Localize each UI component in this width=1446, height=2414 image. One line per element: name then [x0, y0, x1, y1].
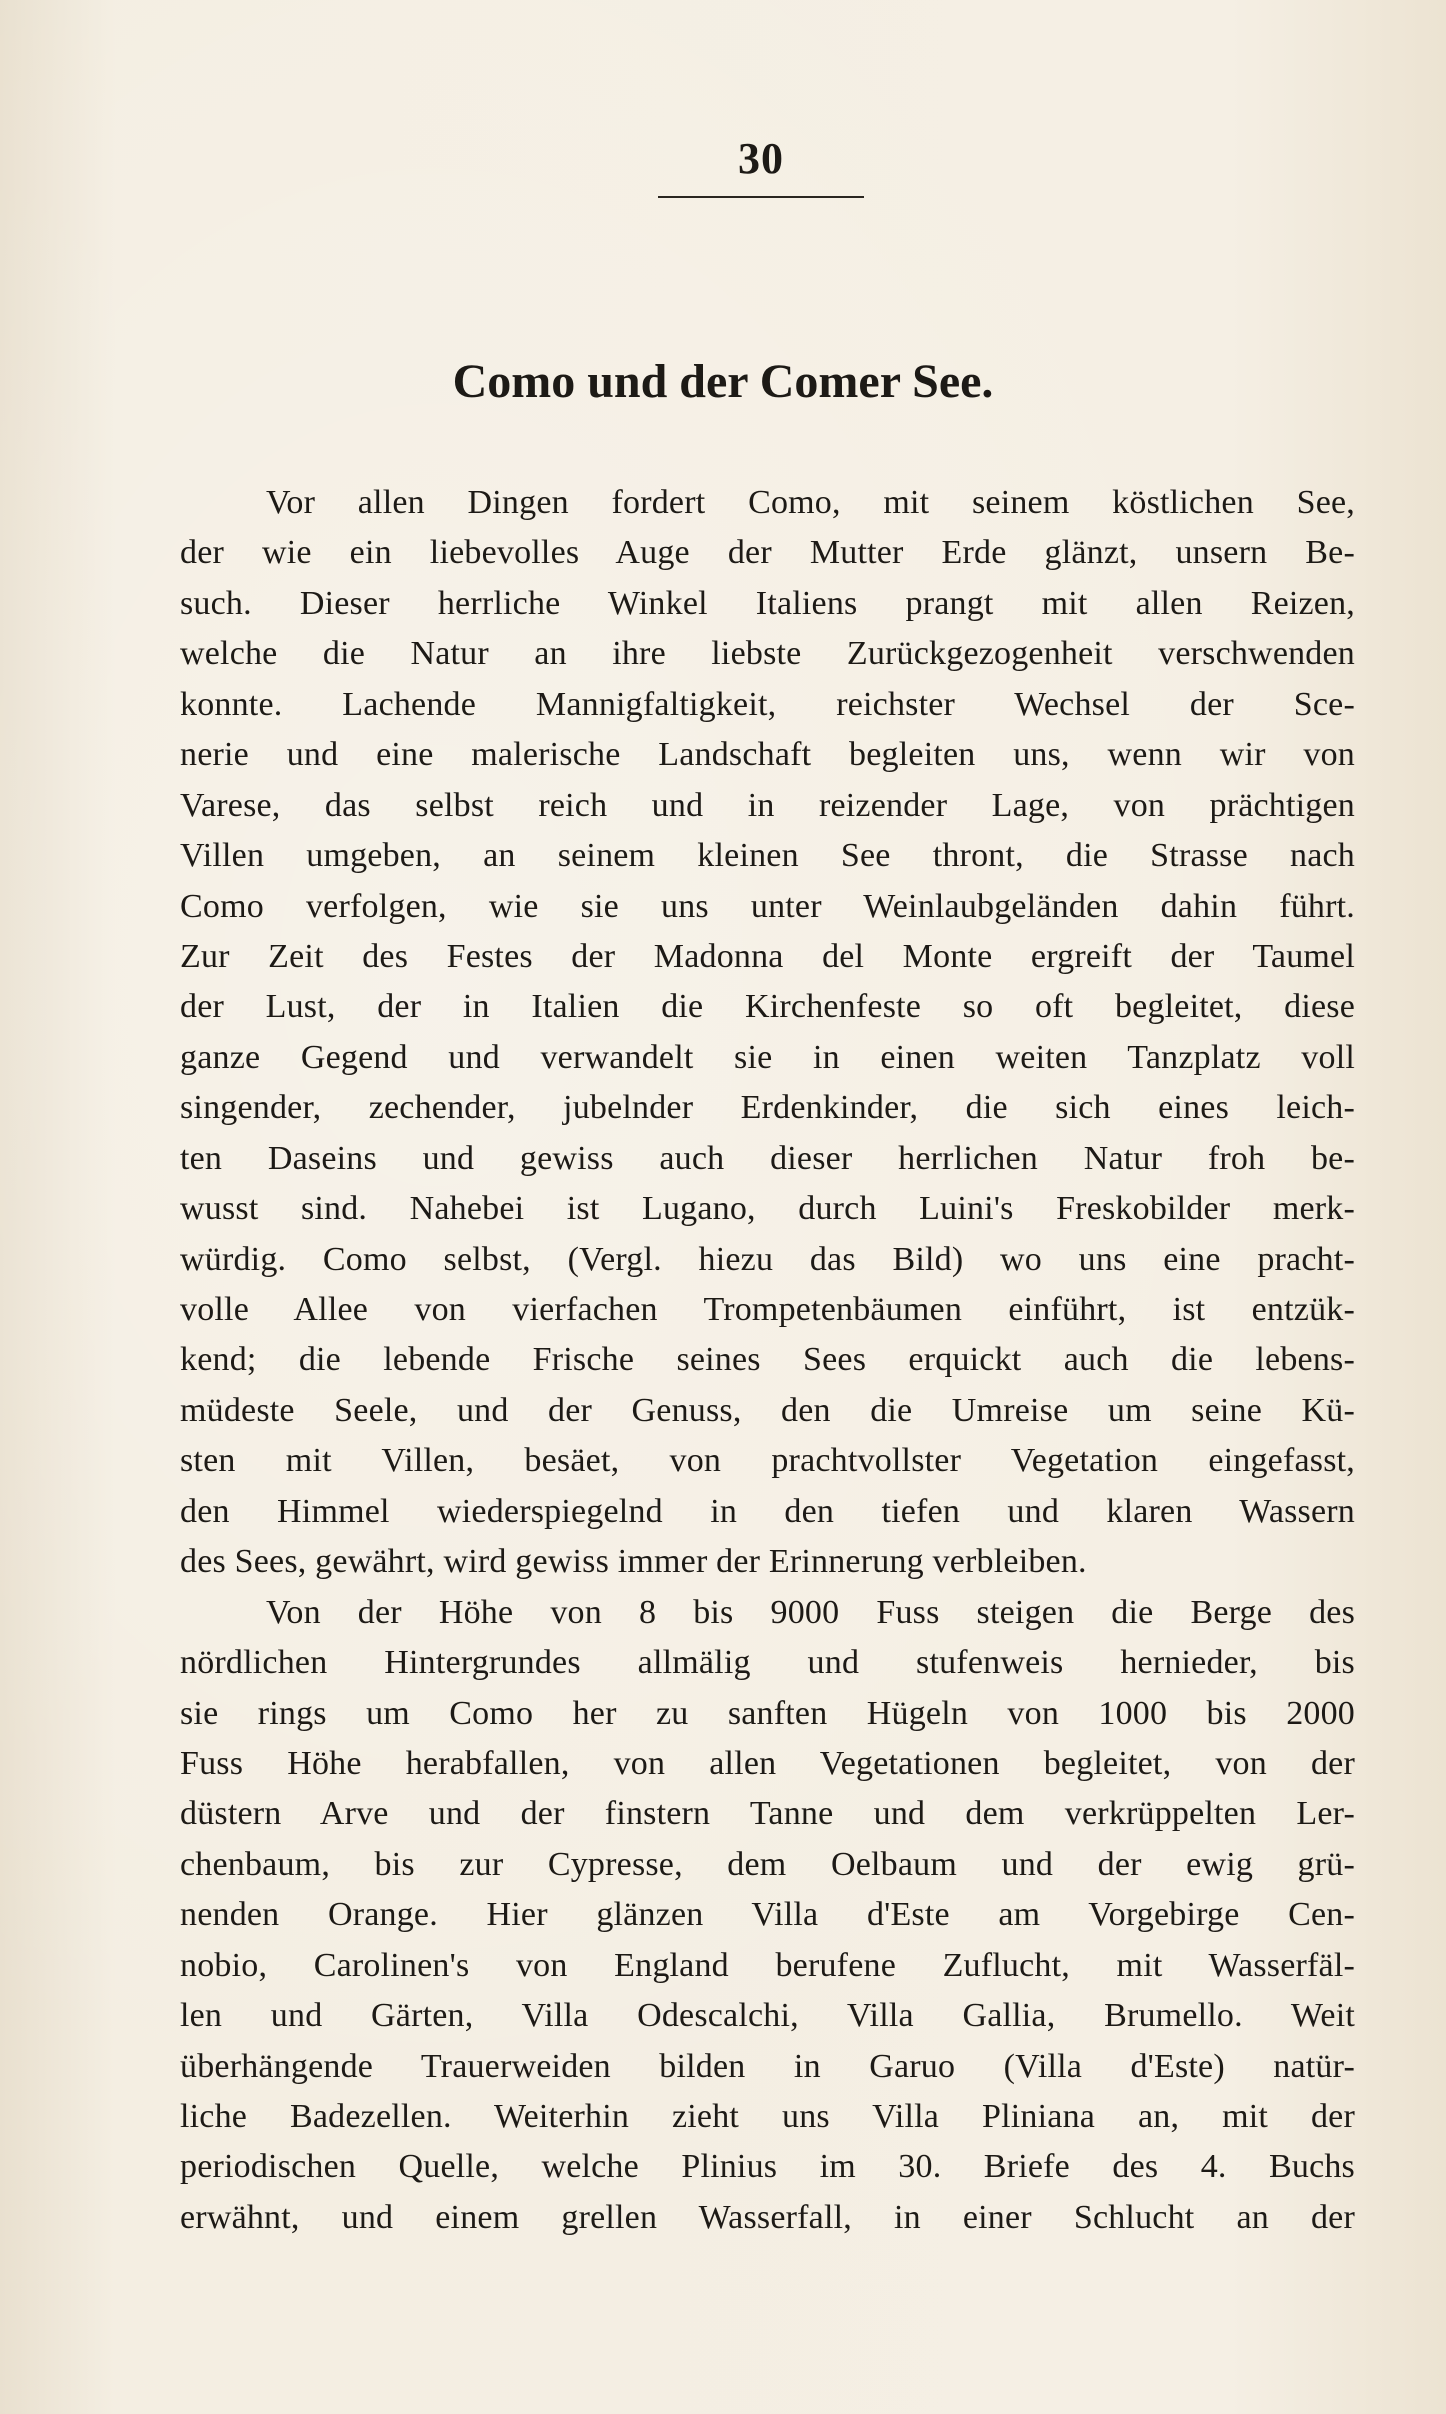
text-line: nördlichen Hintergrundes allmälig und stufenweis hernieder, bis [180, 1644, 1355, 1682]
body-text [180, 478, 1355, 2243]
text-line: sie rings um Como her zu sanften Hügeln von 1000 bis 2000 [180, 1694, 1355, 1732]
text-line: Von der Höhe von 8 bis 9000 Fuss steigen die Berge des [266, 1593, 1355, 1631]
page-header [658, 132, 864, 198]
text-line: düstern Arve und der finstern Tanne und dem verkrüppelten Ler- [180, 1795, 1355, 1833]
text-line: nerie und eine malerische Landschaft begleiten uns, wenn wir von [180, 736, 1355, 774]
text-line: wusst sind. Nahebei ist Lugano, durch Luini's Freskobilder merk- [180, 1190, 1355, 1228]
text-line: Zur Zeit des Festes der Madonna del Monte ergreift der Taumel [180, 937, 1355, 975]
text-line: Varese, das selbst reich und in reizender Lage, von prächtigen [180, 786, 1355, 824]
text-line: such. Dieser herrliche Winkel Italiens prangt mit allen Reizen, [180, 584, 1355, 622]
text-line: len und Gärten, Villa Odescalchi, Villa Gallia, Brumello. Weit [180, 1997, 1355, 2035]
text-line: Fuss Höhe herabfallen, von allen Vegetationen begleitet, von der [180, 1744, 1355, 1782]
text-line: chenbaum, bis zur Cypresse, dem Oelbaum und der ewig grü- [180, 1845, 1355, 1883]
text-line: sten mit Villen, besäet, von prachtvollster Vegetation eingefasst, [180, 1442, 1355, 1480]
text-line: nenden Orange. Hier glänzen Villa d'Este am Vorgebirge Cen- [180, 1896, 1355, 1934]
text-line: singender, zechender, jubelnder Erdenkinder, die sich eines leich- [180, 1089, 1355, 1127]
text-line: nobio, Carolinen's von England berufene Zuflucht, mit Wasserfäl- [180, 1946, 1355, 1984]
text-line: periodischen Quelle, welche Plinius im 30. Briefe des 4. Buchs [180, 2148, 1355, 2186]
text-line: volle Allee von vierfachen Trompetenbäumen einführt, ist entzük- [180, 1291, 1355, 1328]
text-line: erwähnt, und einem grellen Wasserfall, in einer Schlucht an der [180, 2198, 1355, 2236]
text-line: Vor allen Dingen fordert Como, mit seinem köstlichen See, [266, 484, 1355, 521]
text-line: welche die Natur an ihre liebste Zurückgezogenheit verschwenden [180, 635, 1355, 673]
text-line: kend; die lebende Frische seines Sees erquickt auch die lebens- [180, 1341, 1355, 1379]
text-line: ten Daseins und gewiss auch dieser herrlichen Natur froh be- [180, 1139, 1355, 1177]
text-line: Villen umgeben, an seinem kleinen See thront, die Strasse nach [180, 837, 1355, 875]
header-rule [658, 196, 864, 198]
text-line: ganze Gegend und verwandelt sie in einen weiten Tanzplatz voll [180, 1038, 1355, 1076]
text-line: liche Badezellen. Weiterhin zieht uns Villa Pliniana an, mit der [180, 2098, 1355, 2135]
text-line: der wie ein liebevolles Auge der Mutter Erde glänzt, unsern Be- [180, 534, 1355, 572]
text-line: würdig. Como selbst, (Vergl. hiezu das Bild) wo uns eine pracht- [180, 1240, 1355, 1278]
text-line: konnte. Lachende Mannigfaltigkeit, reichster Wechsel der Sce- [180, 685, 1355, 723]
text-line: Como verfolgen, wie sie uns unter Weinlaubgeländen dahin führt. [180, 887, 1355, 925]
text-line: des Sees, gewährt, wird gewiss immer der Erinnerung verbleiben. [180, 1543, 1087, 1581]
page-number: 30 [738, 134, 784, 183]
text-line: überhängende Trauerweiden bilden in Garuo (Villa d'Este) natür- [180, 2047, 1355, 2085]
text-line: müdeste Seele, und der Genuss, den die Umreise um seine Kü- [180, 1391, 1355, 1429]
text-line: der Lust, der in Italien die Kirchenfeste so oft begleitet, diese [180, 988, 1355, 1026]
chapter-title: Como und der Comer See. [452, 355, 994, 408]
text-line: den Himmel wiederspiegelnd in den tiefen und klaren Wassern [180, 1492, 1355, 1530]
